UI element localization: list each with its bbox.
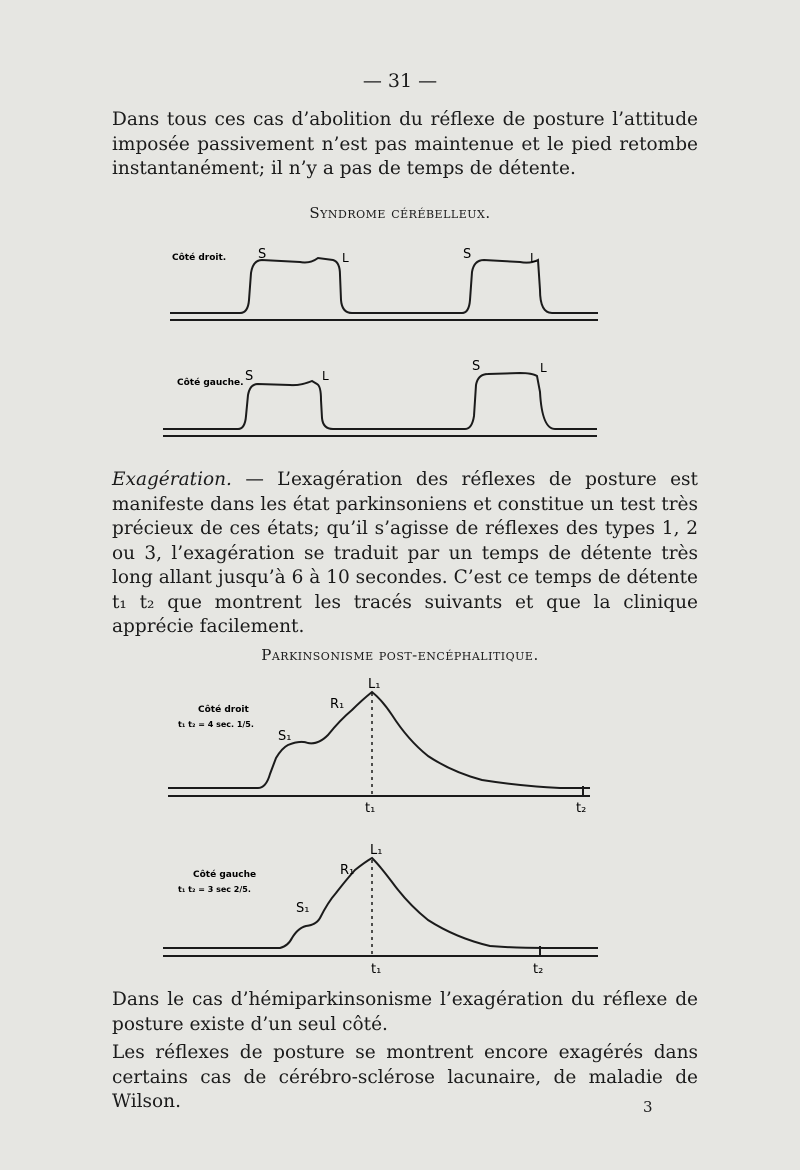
figure1-mark-s-left2: S	[472, 359, 481, 374]
paragraph-wilson	[112, 1041, 698, 1115]
figure-parkinson-tracings	[0, 670, 800, 985]
figure1-mark-l-right1: L	[342, 251, 349, 265]
paragraph-abolition-text: Dans tous ces cas d’abolition du réflexe de posture l’attitude imposée passivement n’est pas maintenue et le pied retombe instantanément; il n’y a pas de temps de détente.	[112, 109, 698, 179]
heading-syndrome-cerebelleux: Syndrome cérébelleux.	[309, 204, 491, 222]
page-number: — 31 —	[362, 70, 438, 92]
figure2-left-sub: t₁ t₂ = 3 sec 2/5.	[178, 885, 251, 894]
signature-mark: 3	[643, 1098, 653, 1116]
figure1-mark-s-right1: S	[258, 247, 267, 262]
figure2-mark-l-left: L₁	[370, 843, 383, 858]
paragraph-hemiparkinsonisme	[112, 988, 698, 1037]
paragraph-exageration	[112, 468, 698, 640]
figure-cerebellar-tracings	[0, 230, 800, 445]
figure1-mark-s-right2: S	[463, 247, 472, 262]
figure2-mark-r-right: R₁	[330, 697, 345, 712]
figure2-mark-s-left: S₁	[296, 901, 310, 916]
paragraph-exageration-term: Exagération.	[112, 469, 232, 490]
heading-parkinsonisme: Parkinsonisme post-encéphalitique.	[261, 646, 539, 664]
paragraph-hemiparkinsonisme-text: Dans le cas d’hémiparkinsonisme l’exagération du réflexe de posture existe d’un seul côté.	[112, 989, 698, 1035]
figure2-mark-t1-right: t₁	[365, 801, 376, 816]
figure2-mark-s-right: S₁	[278, 729, 292, 744]
figure2-mark-r-left: R₁	[340, 863, 355, 878]
paragraph-wilson-text: Les réflexes de posture se montrent encore exagérés dans certains cas de cérébro-sclérose lacunaire, de maladie de Wilson.	[112, 1042, 698, 1112]
figure1-mark-s-left1: S	[245, 369, 254, 384]
figure2-mark-t2-left: t₂	[533, 962, 544, 977]
figure1-mark-l-left1: L	[322, 369, 329, 383]
figure1-mark-l-left2: L	[540, 361, 547, 375]
paragraph-abolition	[112, 108, 698, 182]
figure1-left-label: Côté gauche.	[177, 378, 244, 388]
figure1-mark-l-right2: L	[530, 251, 537, 265]
figure2-left-label: Côté gauche	[193, 870, 257, 880]
paragraph-exageration-text: — L’exagération des réflexes de posture est manifeste dans les état parkinsoniens et constitue un test très précieux de ces états; qu’il s’agisse de réflexes des types 1, 2 ou 3, l’exagération se traduit par un temps de détente très long allant jusqu’à 6 à 10 secondes. C’est ce temps de détente t₁ t₂ que montrent les tracés suivants et que la clinique apprécie facilement.	[112, 469, 698, 637]
figure2-mark-l-right: L₁	[368, 677, 381, 692]
figure2-right-label: Côté droit	[198, 705, 249, 715]
figure2-mark-t1-left: t₁	[371, 962, 382, 977]
figure2-mark-t2-right: t₂	[576, 801, 587, 816]
figure2-right-sub: t₁ t₂ = 4 sec. 1/5.	[178, 720, 254, 729]
figure1-right-label: Côté droit.	[172, 253, 227, 263]
